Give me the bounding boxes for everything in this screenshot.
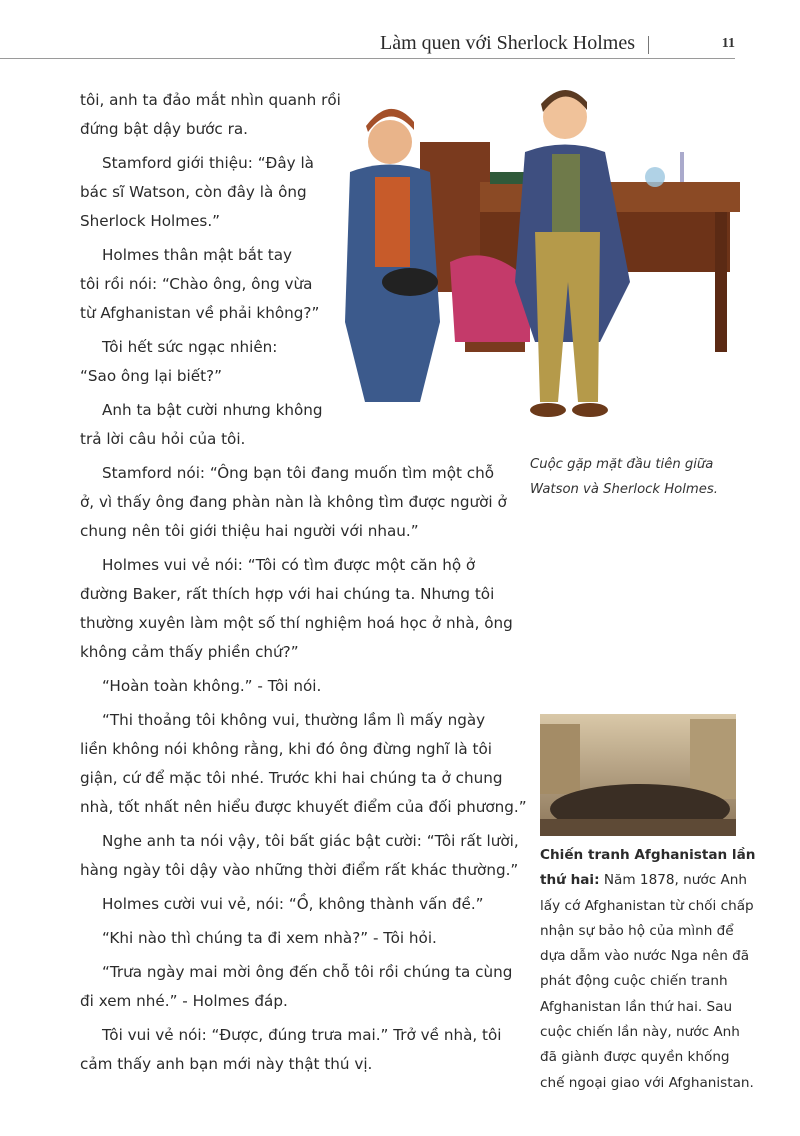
text-line: tôi, anh ta đảo mắt nhìn quanh rồi [80,91,341,109]
shoe [530,403,566,417]
text-line: đường Baker, rất thích hợp với hai chúng ta. Nhưng tôi [80,585,495,603]
text-line: cảm thấy anh bạn mới này thật thú vị. [80,1055,373,1073]
hat [382,268,438,296]
text-line: “Khi nào thì chúng ta đi xem nhà?” - Tôi hỏi. [102,929,437,947]
text-line: đi xem nhé.” - Holmes đáp. [80,992,288,1010]
text-line: Holmes vui vẻ nói: “Tôi có tìm được một căn hộ ở [102,556,476,574]
text-line: Holmes cười vui vẻ, nói: “Ồ, không thành vấn đề.” [102,895,484,913]
sidebar-line: dựa dẫm vào nước Nga nên đã [540,948,750,965]
text-line: hàng ngày tôi dậy vào những thời điểm rất khác thường.” [80,861,519,879]
text-line: không cảm thấy phiền chứ?” [80,643,299,661]
text-line: Stamford giới thiệu: “Đây là [102,154,314,172]
text-line: nhà, tốt nhất nên hiểu được khuyết điểm của đối phương.” [80,798,527,816]
text-line: liền không nói không rằng, khi đó ông đừng nghĩ là tôi [80,740,493,758]
text-line: “Hoàn toàn không.” - Tôi nói. [102,677,322,695]
text-line: Anh ta bật cười nhưng không [102,401,323,419]
text-line: ở, vì thấy ông đang phàn nàn là không tìm được người ở [80,493,507,511]
paragraph [80,1021,520,1079]
paragraph [80,459,520,546]
sidebar-line: nhận sự bảo hộ của mình để [540,922,734,939]
paragraph [80,890,520,919]
illustration-caption [530,452,760,502]
chapter-title: Làm quen với Sherlock Holmes [380,32,635,54]
running-header [0,30,735,59]
ground [540,819,736,836]
sidebar-heading: thứ hai: [540,872,600,889]
sidebar-line: cuộc chiến lần này, nước Anh [540,1024,740,1041]
paragraph [80,827,520,885]
test-tube [680,152,684,182]
text-line: Stamford nói: “Ông bạn tôi đang muốn tìm một chỗ [102,464,495,482]
paragraph [80,958,520,1016]
text-line: “Sao ông lại biết?” [80,367,222,385]
holmes-vest [552,154,580,234]
chair [465,342,525,352]
text-line: bác sĩ Watson, còn đây là ông [80,183,307,201]
text-line: trả lời câu hỏi của tôi. [80,430,246,448]
text-line: “Trưa ngày mai mời ông đến chỗ tôi rồi chúng ta cùng [102,963,513,981]
text-line: “Thi thoảng tôi không vui, thường lầm lì mấy ngày [102,711,486,729]
text-line: Holmes thân mật bắt tay [102,246,293,264]
text-line: từ Afghanistan về phải không?” [80,304,320,322]
flask [645,167,665,187]
text-line: Tôi hết sức ngạc nhiên: [102,338,278,356]
caption-line: Watson và Sherlock Holmes. [530,482,718,497]
sidebar-line: phát động cuộc chiến tranh [540,973,728,990]
text-line: Sherlock Holmes.” [80,212,221,230]
text-line: giận, cứ để mặc tôi nhé. Trước khi hai chúng ta ở chung [80,769,503,787]
paragraph [80,672,520,701]
watson-head [368,120,412,164]
text-line: đứng bật dậy bước ra. [80,120,248,138]
sidebar-line: đã giành được quyền khống [540,1049,730,1066]
sidebar-line: lấy cớ Afghanistan từ chối chấp [540,897,754,914]
text-line: tôi rồi nói: “Chào ông, ông vừa [80,275,313,293]
sidebar-line: chế ngoại giao với Afghanistan. [540,1074,754,1091]
paragraph [80,706,527,822]
sidebar-line: Afghanistan lần thứ hai. Sau [540,998,733,1015]
text-line: chung nên tôi giới thiệu hai người với nhau.” [80,522,419,540]
text-line: Nghe anh ta nói vậy, tôi bất giác bật cười: “Tôi rất lười, [102,832,519,850]
afghan-war-painting [540,714,736,836]
watson-vest [375,177,410,267]
paragraph [80,551,520,667]
sidebar-line: Năm 1878, nước Anh [599,872,748,889]
building [690,719,736,799]
caption-line: Cuộc gặp mặt đầu tiên giữa [530,457,714,472]
header-divider [648,36,649,54]
shoe [572,403,608,417]
sidebar-heading: Chiến tranh Afghanistan lần [540,847,756,863]
paragraph [80,924,520,953]
building [540,724,580,794]
illustration-watson-holmes [330,82,780,437]
text-line: thường xuyên làm một số thí nghiệm hoá học ở nhà, ông [80,614,513,632]
text-line: Tôi vui vẻ nói: “Được, đúng trưa mai.” Trở về nhà, tôi [102,1026,502,1044]
page-number: 11 [721,36,735,51]
sidebar-note [540,843,780,1096]
desk-leg [715,212,727,352]
